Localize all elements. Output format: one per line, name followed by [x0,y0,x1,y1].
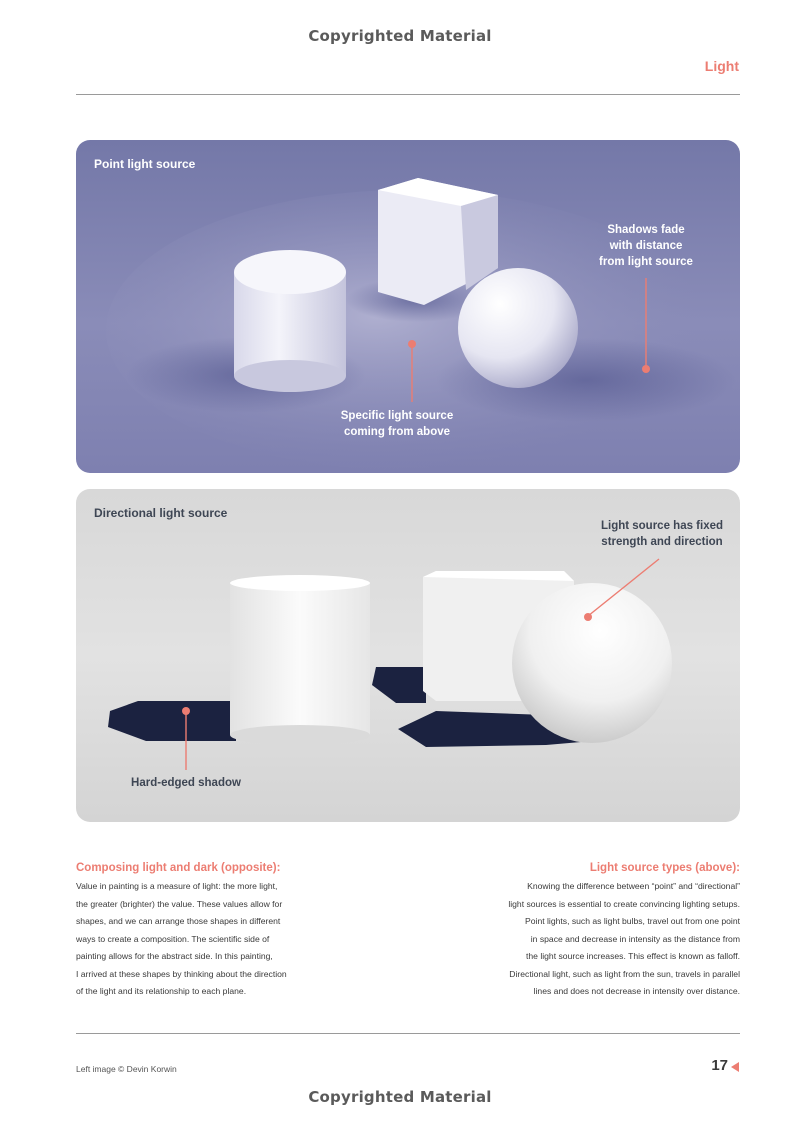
callout-shadows-fade: Shadows fade with distance from light source [599,224,693,268]
body-line: shapes, and we can arrange those shapes in different [76,916,281,926]
body-line: ways to create a composition. The scientific side of [76,933,270,944]
composing-light-heading: Composing light and dark (opposite): [76,862,281,874]
directional-light-title: Directional light source [94,506,228,520]
watermark-top: Copyrighted Material [308,27,492,45]
light-source-types-heading: Light source types (above): [589,862,740,874]
page-number: 17 [711,1057,728,1074]
point-light-title: Point light source [94,157,196,171]
body-line: the greater (brighter) the value. These values allow for [76,898,283,909]
composing-light-column [76,862,346,1001]
callout-fixed-strength: Light source has fixed strength and direction [600,520,724,548]
body-line: light sources is essential to create convincing lighting setups. [508,898,740,909]
watermark-bottom: Copyrighted Material [308,1088,492,1106]
body-line: Value in painting is a measure of light: the more light, [76,881,278,891]
body-line: Knowing the difference between “point” and “directional” [527,881,740,891]
body-line: I arrived at these shapes by thinking about the direction [76,968,287,979]
body-line: Point lights, such as light bulbs, travel out from one point [525,916,740,926]
callout-hard-shadow: Hard-edged shadow [131,777,241,789]
point-light-illustration [76,140,740,473]
page-arrow-icon [731,1062,739,1072]
header-divider [76,94,740,95]
body-line: the light source increases. This effect is known as falloff. [526,951,740,961]
light-source-types-column [470,862,740,1001]
body-line: painting allows for the abstract side. In this painting, [76,951,273,961]
image-credit: Left image © Devin Korwin [76,1064,177,1074]
body-line: Directional light, such as light from the sun, travels in parallel [509,968,740,979]
body-line: in space and decrease in intensity as the distance from [530,933,740,944]
body-line: lines and does not decrease in intensity over distance. [533,986,740,996]
body-line: of the light and its relationship to each plane. [76,986,247,996]
footer-divider [76,1033,740,1034]
directional-light-illustration [76,489,740,822]
callout-specific-source: Specific light source coming from above [340,410,454,438]
section-label: Light [704,58,739,74]
